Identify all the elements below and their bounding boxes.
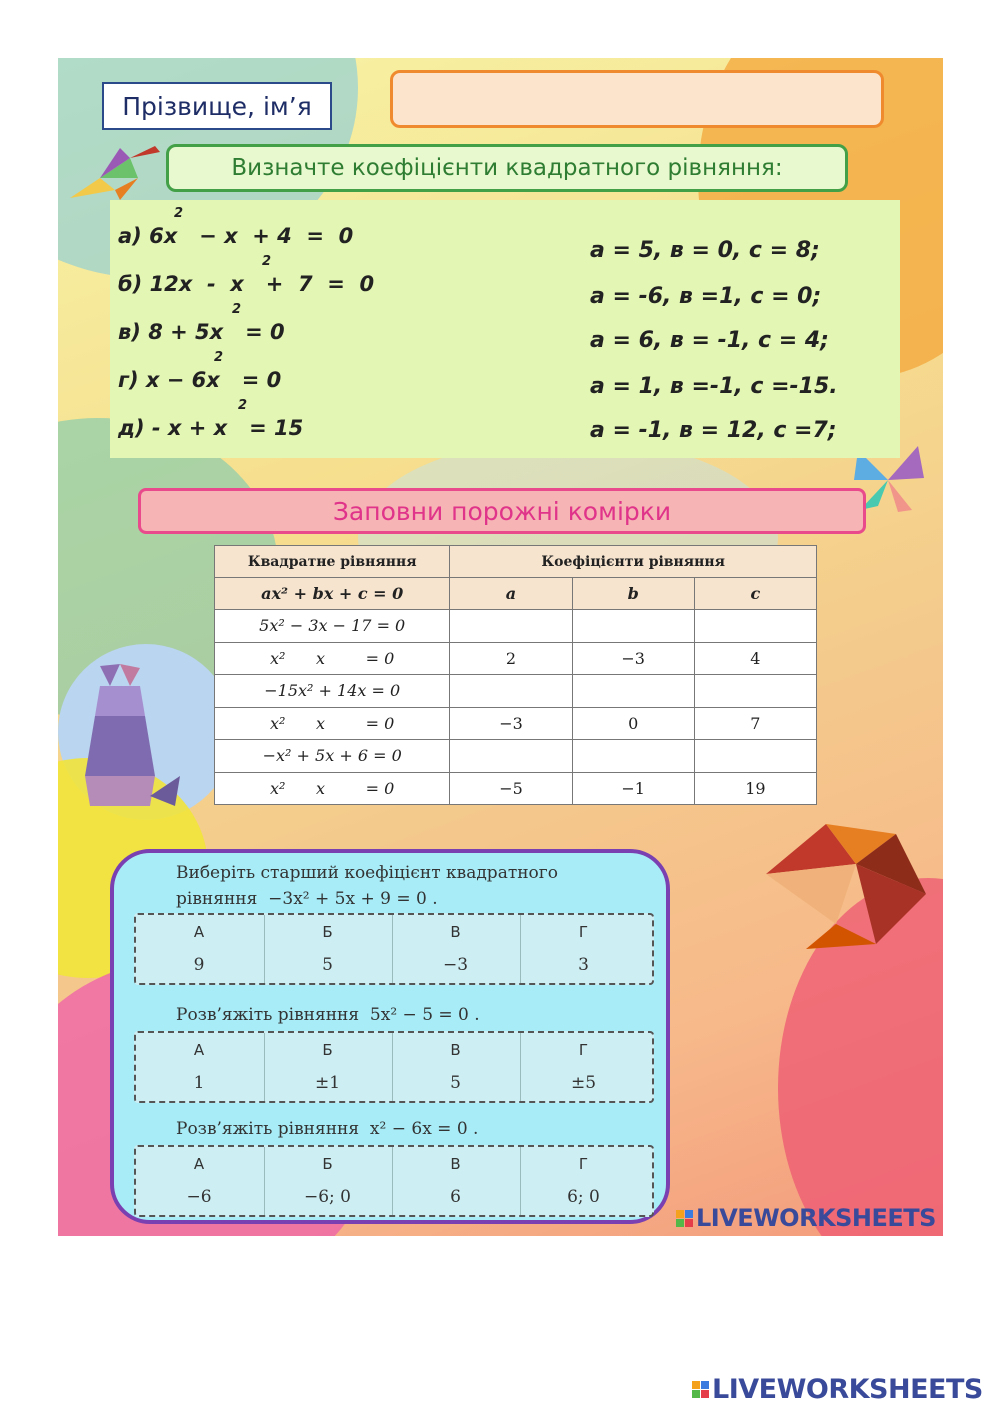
quiz-options (134, 1031, 654, 1103)
option-value: −6 (186, 1187, 212, 1207)
name-input[interactable] (390, 70, 884, 128)
task1-box (110, 200, 900, 458)
coefficient-cell-b (572, 610, 694, 643)
quiz-options (134, 1145, 654, 1217)
option-value: 5 (450, 1073, 461, 1093)
name-label: Прізвище, ім’я (102, 82, 332, 130)
coefficient-cell-a: −5 (450, 772, 572, 805)
equation-cell: −x² + 5x + 6 = 0 (215, 740, 450, 773)
option-value: 6; 0 (567, 1187, 600, 1207)
header-coefficients: Коефіцієнти рівняння (450, 546, 817, 578)
coefficient-cell-c (694, 740, 816, 773)
option-value: −3 (442, 955, 469, 975)
option-value: 3 (578, 955, 589, 975)
coefficient-option[interactable]: a = -1, в = 12, с =7; (590, 418, 837, 443)
table-row (215, 642, 817, 675)
equation-exponent: 2 (262, 254, 272, 269)
task1-title: Визначте коефіцієнти квадратного рівняння: (166, 144, 848, 192)
header-c: c (694, 578, 816, 610)
quiz-option[interactable] (136, 1033, 262, 1101)
quiz-option[interactable] (392, 1147, 518, 1215)
coefficient-cell-b: 0 (572, 707, 694, 740)
task2-title: Заповни порожні комірки (138, 488, 866, 534)
table-header-row (215, 546, 817, 578)
coefficient-cell-b: −3 (572, 642, 694, 675)
quiz-option[interactable] (392, 915, 518, 983)
table-row (215, 675, 817, 708)
option-letter: В (450, 923, 461, 941)
liveworksheets-logo-footer[interactable] (692, 1374, 983, 1405)
equation-item: в) 8 + 5x = 0 (118, 320, 285, 344)
option-value: 6 (450, 1187, 461, 1207)
equation-exponent: 2 (232, 302, 242, 317)
coefficient-input-c[interactable] (699, 613, 812, 639)
equation-cell: −15x² + 14x = 0 (215, 675, 450, 708)
liveworksheets-wordmark: LIVEWORKSHEETS (696, 1204, 936, 1232)
equation-item: г) x − 6x = 0 (118, 368, 282, 392)
coefficient-cell-b (572, 675, 694, 708)
table-subheader-row (215, 578, 817, 610)
quiz-option[interactable] (520, 915, 646, 983)
liveworksheets-wordmark: LIVEWORKSHEETS (712, 1374, 983, 1405)
equation-item: б) 12x - x + 7 = 0 (118, 272, 375, 296)
quiz-question-line2: рівняння −3x² + 5x + 9 = 0 . (176, 889, 438, 909)
quiz-option[interactable] (520, 1147, 646, 1215)
option-value: 1 (193, 1073, 205, 1093)
option-letter: Б (322, 1155, 333, 1173)
table-row (215, 740, 817, 773)
equation-cell: x² x = 0 (215, 642, 450, 675)
table-body (215, 610, 817, 805)
coefficient-cell-a (450, 610, 572, 643)
coefficient-table (214, 545, 817, 805)
coefficient-input-a[interactable] (454, 743, 567, 769)
equation-exponent: 2 (174, 206, 184, 221)
table-row (215, 707, 817, 740)
option-letter: А (193, 1155, 205, 1173)
option-letter: Г (578, 1155, 589, 1173)
cat-illustration (70, 656, 180, 816)
coefficient-cell-c: 19 (694, 772, 816, 805)
equation-exponent: 2 (238, 398, 248, 413)
option-letter: Г (578, 1041, 589, 1059)
quiz-option[interactable] (136, 1147, 262, 1215)
liveworksheets-mark-icon (692, 1381, 709, 1398)
coefficient-option[interactable]: a = 1, в =-1, с =-15. (590, 374, 838, 399)
coefficient-cell-b (572, 740, 694, 773)
header-a: a (450, 578, 572, 610)
coefficient-input-b[interactable] (577, 613, 690, 639)
equation-cell: 5x² − 3x − 17 = 0 (215, 610, 450, 643)
lion-illustration (746, 814, 936, 954)
quiz-option[interactable] (264, 915, 390, 983)
coefficient-input-c[interactable] (699, 743, 812, 769)
header-equation: Квадратне рівняння (215, 546, 450, 578)
equation-exponent: 2 (214, 350, 224, 365)
option-letter: А (193, 923, 205, 941)
coefficient-cell-b: −1 (572, 772, 694, 805)
coefficient-option[interactable]: a = -6, в =1, с = 0; (590, 284, 822, 309)
quiz-question: Розв’яжіть рівняння 5x² − 5 = 0 . (176, 1005, 480, 1025)
quiz-option[interactable] (136, 915, 262, 983)
equation-item: а) 6x − x + 4 = 0 (118, 224, 354, 248)
coefficient-option[interactable]: a = 6, в = -1, с = 4; (590, 328, 829, 353)
option-value: 5 (322, 955, 333, 975)
coefficient-input-b[interactable] (577, 743, 690, 769)
coefficient-cell-c: 7 (694, 707, 816, 740)
quiz-option[interactable] (264, 1147, 390, 1215)
coefficient-input-a[interactable] (454, 678, 567, 704)
coefficient-option[interactable]: a = 5, в = 0, с = 8; (590, 238, 820, 263)
header-general-form: ax² + bx + c = 0 (215, 578, 450, 610)
option-value: ±5 (570, 1073, 597, 1093)
option-value: 9 (193, 955, 205, 975)
option-letter: Г (578, 923, 589, 941)
table-row (215, 610, 817, 643)
coefficient-cell-a: 2 (450, 642, 572, 675)
option-letter: В (450, 1155, 461, 1173)
quiz-question: Розв’яжіть рівняння x² − 6x = 0 . (176, 1119, 479, 1139)
option-letter: Б (322, 1041, 333, 1059)
equation-cell: x² x = 0 (215, 707, 450, 740)
quiz-option[interactable] (392, 1033, 518, 1101)
hummingbird-illustration (60, 138, 170, 208)
coefficient-cell-a (450, 675, 572, 708)
option-value: −6; 0 (303, 1187, 351, 1207)
coefficient-input-b[interactable] (577, 678, 690, 704)
quiz-option[interactable] (264, 1033, 390, 1101)
option-letter: Б (322, 923, 333, 941)
coefficient-cell-c (694, 675, 816, 708)
equation-item: д) - x + x = 15 (118, 416, 304, 440)
quiz-options (134, 913, 654, 985)
equation-cell: x² x = 0 (215, 772, 450, 805)
table-row (215, 772, 817, 805)
coefficient-cell-a (450, 740, 572, 773)
worksheet (58, 58, 943, 1236)
coefficient-cell-c: 4 (694, 642, 816, 675)
coefficient-input-a[interactable] (454, 613, 567, 639)
liveworksheets-mark-icon (676, 1210, 693, 1227)
coefficient-input-c[interactable] (699, 678, 812, 704)
coefficient-cell-c (694, 610, 816, 643)
coefficient-cell-a: −3 (450, 707, 572, 740)
header-b: b (572, 578, 694, 610)
quiz-option[interactable] (520, 1033, 646, 1101)
option-letter: В (450, 1041, 461, 1059)
option-value: ±1 (314, 1073, 341, 1093)
quiz-question: Виберіть старший коефіцієнт квадратного (176, 863, 558, 883)
option-letter: А (193, 1041, 205, 1059)
quiz-box (110, 849, 670, 1224)
liveworksheets-logo-inner (676, 1204, 936, 1232)
